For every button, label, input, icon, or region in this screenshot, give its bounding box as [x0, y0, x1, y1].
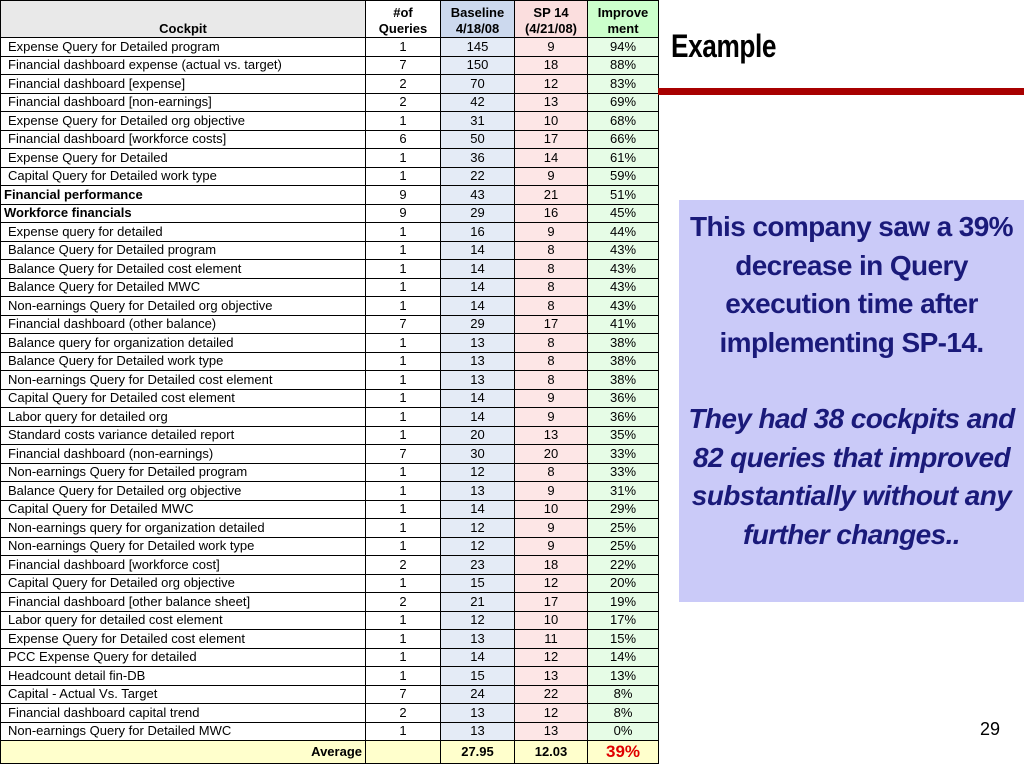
- cell-sp14: 8: [515, 241, 588, 260]
- table-row: [1, 722, 659, 741]
- cell-improvement: 0%: [588, 722, 659, 741]
- cell-queries: 6: [366, 130, 441, 149]
- cell-baseline: 42: [441, 93, 515, 112]
- table-row: [1, 685, 659, 704]
- cell-improvement: 43%: [588, 241, 659, 260]
- cell-cockpit: Non-earnings Query for Detailed work type: [1, 537, 366, 556]
- cell-sp14: 13: [515, 426, 588, 445]
- cell-improvement: 44%: [588, 223, 659, 242]
- cell-baseline: 30: [441, 445, 515, 464]
- table-row: [1, 56, 659, 75]
- header-cockpit: [1, 1, 366, 38]
- table-row: [1, 519, 659, 538]
- table-row: [1, 93, 659, 112]
- cell-improvement: 35%: [588, 426, 659, 445]
- cell-baseline: 14: [441, 500, 515, 519]
- cell-queries: 2: [366, 75, 441, 94]
- cell-baseline: 15: [441, 667, 515, 686]
- cell-queries: 1: [366, 426, 441, 445]
- average-sp14: 12.03: [515, 741, 588, 764]
- cell-cockpit: Financial performance: [1, 186, 366, 205]
- cell-sp14: 9: [515, 519, 588, 538]
- cell-baseline: 16: [441, 223, 515, 242]
- cell-cockpit: Balance Query for Detailed cost element: [1, 260, 366, 279]
- slide-title: Example: [671, 28, 777, 64]
- cell-baseline: 21: [441, 593, 515, 612]
- cell-cockpit: Financial dashboard [workforce costs]: [1, 130, 366, 149]
- cell-improvement: 68%: [588, 112, 659, 131]
- table-row: [1, 241, 659, 260]
- header-queries-line2: Queries: [378, 21, 428, 36]
- cell-queries: 9: [366, 204, 441, 223]
- cell-improvement: 38%: [588, 371, 659, 390]
- cell-queries: 1: [366, 38, 441, 57]
- cell-improvement: 88%: [588, 56, 659, 75]
- cell-sp14: 22: [515, 685, 588, 704]
- cell-queries: 7: [366, 685, 441, 704]
- header-sp14-line2: (4/21/08): [524, 21, 578, 36]
- average-improvement: 39%: [588, 741, 659, 764]
- table-row: [1, 38, 659, 57]
- cell-cockpit: Non-earnings Query for Detailed program: [1, 463, 366, 482]
- cell-baseline: 12: [441, 463, 515, 482]
- cell-cockpit: Labor query for detailed org: [1, 408, 366, 427]
- cell-cockpit: Capital - Actual Vs. Target: [1, 685, 366, 704]
- table-row: [1, 130, 659, 149]
- header-improvement-line1: Improve: [597, 5, 649, 20]
- cell-improvement: 33%: [588, 463, 659, 482]
- cell-cockpit: Non-earnings Query for Detailed MWC: [1, 722, 366, 741]
- page-number: 29: [980, 719, 1001, 739]
- table-row: [1, 574, 659, 593]
- cell-cockpit: Financial dashboard [other balance sheet]: [1, 593, 366, 612]
- cell-queries: 1: [366, 223, 441, 242]
- cell-cockpit: Expense Query for Detailed org objective: [1, 112, 366, 131]
- cell-cockpit: Balance Query for Detailed work type: [1, 352, 366, 371]
- cell-cockpit: Workforce financials: [1, 204, 366, 223]
- table-row: [1, 334, 659, 353]
- cell-sp14: 8: [515, 352, 588, 371]
- cell-sp14: 8: [515, 297, 588, 316]
- cell-sp14: 18: [515, 56, 588, 75]
- cell-baseline: 23: [441, 556, 515, 575]
- cell-improvement: 43%: [588, 278, 659, 297]
- cell-improvement: 36%: [588, 408, 659, 427]
- cell-improvement: 14%: [588, 648, 659, 667]
- cell-queries: 2: [366, 593, 441, 612]
- cell-sp14: 18: [515, 556, 588, 575]
- cell-cockpit: Financial dashboard (non-earnings): [1, 445, 366, 464]
- cell-baseline: 13: [441, 482, 515, 501]
- cell-queries: 1: [366, 278, 441, 297]
- cell-cockpit: Standard costs variance detailed report: [1, 426, 366, 445]
- cell-improvement: 13%: [588, 667, 659, 686]
- table-row: [1, 297, 659, 316]
- cell-cockpit: Expense query for detailed: [1, 223, 366, 242]
- cell-improvement: 33%: [588, 445, 659, 464]
- table-row: [1, 408, 659, 427]
- cell-sp14: 11: [515, 630, 588, 649]
- cell-sp14: 8: [515, 371, 588, 390]
- cell-improvement: 61%: [588, 149, 659, 168]
- cell-sp14: 12: [515, 648, 588, 667]
- cell-improvement: 19%: [588, 593, 659, 612]
- cell-cockpit: Non-earnings query for organization detailed: [1, 519, 366, 538]
- table-row: [1, 112, 659, 131]
- cell-improvement: 43%: [588, 297, 659, 316]
- cell-sp14: 20: [515, 445, 588, 464]
- table-body: [1, 38, 659, 741]
- cell-cockpit: Expense Query for Detailed program: [1, 38, 366, 57]
- average-label: Average: [1, 741, 366, 764]
- cell-queries: 7: [366, 445, 441, 464]
- cell-improvement: 17%: [588, 611, 659, 630]
- cell-improvement: 69%: [588, 93, 659, 112]
- cell-cockpit: PCC Expense Query for detailed: [1, 648, 366, 667]
- cell-queries: 7: [366, 56, 441, 75]
- cell-queries: 2: [366, 704, 441, 723]
- cell-baseline: 12: [441, 537, 515, 556]
- cell-cockpit: Financial dashboard [expense]: [1, 75, 366, 94]
- cell-improvement: 51%: [588, 186, 659, 205]
- table-row: [1, 667, 659, 686]
- cell-improvement: 20%: [588, 574, 659, 593]
- cell-improvement: 38%: [588, 352, 659, 371]
- cell-sp14: 9: [515, 223, 588, 242]
- average-queries: [366, 741, 441, 764]
- cell-cockpit: Balance Query for Detailed program: [1, 241, 366, 260]
- average-baseline: 27.95: [441, 741, 515, 764]
- header-sp14: [515, 1, 588, 38]
- cell-baseline: 24: [441, 685, 515, 704]
- cell-queries: 1: [366, 722, 441, 741]
- header-queries-line1: #of: [393, 5, 413, 20]
- cell-baseline: 31: [441, 112, 515, 131]
- cell-cockpit: Balance Query for Detailed org objective: [1, 482, 366, 501]
- cell-baseline: 12: [441, 611, 515, 630]
- cell-cockpit: Non-earnings Query for Detailed org objective: [1, 297, 366, 316]
- cell-queries: 1: [366, 482, 441, 501]
- cell-sp14: 17: [515, 315, 588, 334]
- cell-baseline: 50: [441, 130, 515, 149]
- cell-improvement: 31%: [588, 482, 659, 501]
- cell-baseline: 14: [441, 241, 515, 260]
- table-row: [1, 463, 659, 482]
- table-row: [1, 204, 659, 223]
- cell-sp14: 13: [515, 93, 588, 112]
- cell-improvement: 25%: [588, 519, 659, 538]
- table-row: [1, 630, 659, 649]
- cell-cockpit: Expense Query for Detailed: [1, 149, 366, 168]
- cell-improvement: 36%: [588, 389, 659, 408]
- callout-paragraph-1: This company saw a 39% decrease in Query execution time after implementing SP-14.: [690, 211, 1013, 358]
- cell-cockpit: Financial dashboard capital trend: [1, 704, 366, 723]
- table-row: [1, 389, 659, 408]
- table-row: [1, 371, 659, 390]
- cell-improvement: 66%: [588, 130, 659, 149]
- cell-sp14: 8: [515, 334, 588, 353]
- cell-sp14: 9: [515, 38, 588, 57]
- cell-queries: 2: [366, 93, 441, 112]
- cell-improvement: 29%: [588, 500, 659, 519]
- cell-cockpit: Balance Query for Detailed MWC: [1, 278, 366, 297]
- title-divider: [658, 88, 1024, 95]
- cell-improvement: 41%: [588, 315, 659, 334]
- table-row: [1, 352, 659, 371]
- table-row: [1, 704, 659, 723]
- cell-improvement: 38%: [588, 334, 659, 353]
- cell-baseline: 145: [441, 38, 515, 57]
- cell-sp14: 10: [515, 611, 588, 630]
- cell-sp14: 21: [515, 186, 588, 205]
- cell-baseline: 20: [441, 426, 515, 445]
- cell-sp14: 13: [515, 667, 588, 686]
- table-row: [1, 500, 659, 519]
- cell-queries: 1: [366, 574, 441, 593]
- cell-sp14: 13: [515, 722, 588, 741]
- cell-queries: 7: [366, 315, 441, 334]
- cell-queries: 1: [366, 149, 441, 168]
- cell-queries: 1: [366, 352, 441, 371]
- cell-sp14: 9: [515, 537, 588, 556]
- cell-sp14: 9: [515, 167, 588, 186]
- cell-improvement: 83%: [588, 75, 659, 94]
- cell-cockpit: Financial dashboard (other balance): [1, 315, 366, 334]
- table-row: [1, 445, 659, 464]
- cell-baseline: 14: [441, 389, 515, 408]
- cell-sp14: 9: [515, 389, 588, 408]
- cell-queries: 1: [366, 408, 441, 427]
- callout-paragraph-2: They had 38 cockpits and 82 queries that improved substantially without any further changes..: [688, 403, 1015, 550]
- cell-cockpit: Headcount detail fin-DB: [1, 667, 366, 686]
- cell-cockpit: Balance query for organization detailed: [1, 334, 366, 353]
- cell-sp14: 14: [515, 149, 588, 168]
- cell-queries: 1: [366, 167, 441, 186]
- cell-queries: 1: [366, 630, 441, 649]
- cell-sp14: 10: [515, 112, 588, 131]
- table-row: [1, 611, 659, 630]
- cell-sp14: 8: [515, 260, 588, 279]
- cell-baseline: 14: [441, 408, 515, 427]
- table-row: [1, 315, 659, 334]
- cell-baseline: 12: [441, 519, 515, 538]
- cell-baseline: 13: [441, 334, 515, 353]
- cell-baseline: 14: [441, 648, 515, 667]
- cell-sp14: 9: [515, 408, 588, 427]
- cell-baseline: 13: [441, 371, 515, 390]
- cell-queries: 1: [366, 334, 441, 353]
- header-baseline-line2: 4/18/08: [455, 21, 500, 36]
- table-row: [1, 260, 659, 279]
- cell-baseline: 14: [441, 278, 515, 297]
- header-improvement-line2: ment: [607, 21, 639, 36]
- table-row: [1, 537, 659, 556]
- table-row: [1, 556, 659, 575]
- table-header-row: [1, 1, 659, 38]
- table-row: [1, 648, 659, 667]
- cell-cockpit: Non-earnings Query for Detailed cost element: [1, 371, 366, 390]
- cell-queries: 1: [366, 611, 441, 630]
- cell-queries: 1: [366, 371, 441, 390]
- table-row: [1, 149, 659, 168]
- cell-queries: 1: [366, 112, 441, 131]
- cell-sp14: 8: [515, 463, 588, 482]
- cell-baseline: 29: [441, 315, 515, 334]
- cell-cockpit: Financial dashboard expense (actual vs. target): [1, 56, 366, 75]
- header-baseline: [441, 1, 515, 38]
- cell-sp14: 12: [515, 574, 588, 593]
- cell-queries: 1: [366, 500, 441, 519]
- cell-queries: 1: [366, 667, 441, 686]
- cell-cockpit: Capital Query for Detailed org objective: [1, 574, 366, 593]
- cell-sp14: 8: [515, 278, 588, 297]
- cell-baseline: 43: [441, 186, 515, 205]
- cell-sp14: 16: [515, 204, 588, 223]
- cell-improvement: 15%: [588, 630, 659, 649]
- cell-queries: 9: [366, 186, 441, 205]
- cell-queries: 1: [366, 389, 441, 408]
- cell-baseline: 14: [441, 260, 515, 279]
- cell-queries: 1: [366, 241, 441, 260]
- table-row: [1, 167, 659, 186]
- cell-baseline: 70: [441, 75, 515, 94]
- cell-improvement: 94%: [588, 38, 659, 57]
- cell-improvement: 25%: [588, 537, 659, 556]
- cell-cockpit: Labor query for detailed cost element: [1, 611, 366, 630]
- cell-cockpit: Capital Query for Detailed MWC: [1, 500, 366, 519]
- cell-queries: 1: [366, 297, 441, 316]
- cell-improvement: 59%: [588, 167, 659, 186]
- cell-baseline: 29: [441, 204, 515, 223]
- table-row: [1, 223, 659, 242]
- header-improvement: [588, 1, 659, 38]
- table-row: [1, 482, 659, 501]
- cell-sp14: 17: [515, 593, 588, 612]
- cell-baseline: 36: [441, 149, 515, 168]
- cell-improvement: 8%: [588, 704, 659, 723]
- cell-sp14: 17: [515, 130, 588, 149]
- table-row: [1, 593, 659, 612]
- cell-sp14: 10: [515, 500, 588, 519]
- cell-cockpit: Expense Query for Detailed cost element: [1, 630, 366, 649]
- table-row: [1, 278, 659, 297]
- cell-queries: 2: [366, 556, 441, 575]
- cell-baseline: 13: [441, 352, 515, 371]
- cell-improvement: 45%: [588, 204, 659, 223]
- cell-sp14: 12: [515, 704, 588, 723]
- cell-sp14: 12: [515, 75, 588, 94]
- cell-baseline: 14: [441, 297, 515, 316]
- cell-baseline: 150: [441, 56, 515, 75]
- header-cockpit-label: Cockpit: [159, 21, 207, 36]
- cell-queries: 1: [366, 260, 441, 279]
- cell-cockpit: Capital Query for Detailed work type: [1, 167, 366, 186]
- cell-improvement: 8%: [588, 685, 659, 704]
- cell-queries: 1: [366, 648, 441, 667]
- table-row: [1, 186, 659, 205]
- cell-baseline: 13: [441, 722, 515, 741]
- header-sp14-line1: SP 14: [533, 5, 569, 20]
- table-row: [1, 426, 659, 445]
- cell-baseline: 15: [441, 574, 515, 593]
- cell-improvement: 22%: [588, 556, 659, 575]
- cell-cockpit: Capital Query for Detailed cost element: [1, 389, 366, 408]
- cell-queries: 1: [366, 519, 441, 538]
- summary-callout: [679, 200, 1024, 602]
- cell-cockpit: Financial dashboard [workforce cost]: [1, 556, 366, 575]
- cell-queries: 1: [366, 537, 441, 556]
- average-row: [1, 741, 659, 764]
- cell-improvement: 43%: [588, 260, 659, 279]
- cell-queries: 1: [366, 463, 441, 482]
- header-baseline-line1: Baseline: [450, 5, 505, 20]
- table-row: [1, 75, 659, 94]
- cell-baseline: 13: [441, 630, 515, 649]
- cell-baseline: 22: [441, 167, 515, 186]
- cell-cockpit: Financial dashboard [non-earnings]: [1, 93, 366, 112]
- cell-baseline: 13: [441, 704, 515, 723]
- cell-sp14: 9: [515, 482, 588, 501]
- header-queries: [366, 1, 441, 38]
